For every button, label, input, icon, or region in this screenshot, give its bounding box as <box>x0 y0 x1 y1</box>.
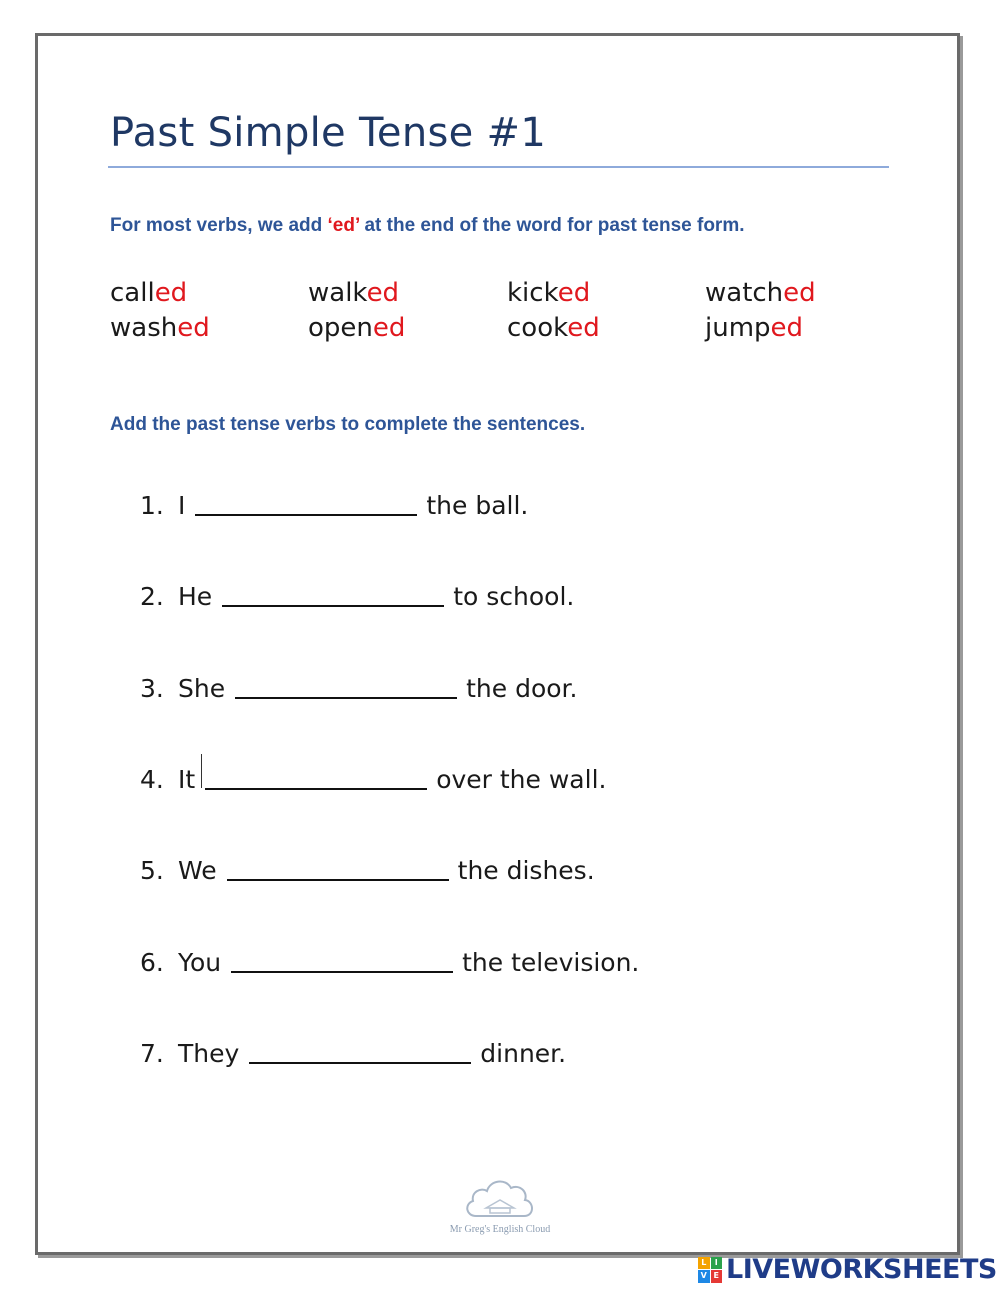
sentence-rest: over the wall. <box>436 765 607 794</box>
sentence-1 <box>140 490 528 520</box>
title-underline <box>108 166 889 168</box>
verb-suffix: ed <box>177 313 210 343</box>
answer-blank-4[interactable] <box>205 766 427 790</box>
badge-letter: V <box>698 1270 710 1283</box>
sentence-number: 3. <box>140 674 164 703</box>
verb-suffix: ed <box>783 278 816 308</box>
badge-letter: L <box>698 1257 710 1270</box>
verb-example <box>507 313 600 343</box>
sentence-subject: She <box>178 674 226 703</box>
verb-suffix: ed <box>372 313 406 343</box>
instruction-text: Add the past tense verbs to complete the sentences. <box>110 414 586 435</box>
verb-stem: walk <box>308 278 367 308</box>
verb-example <box>308 278 399 308</box>
answer-blank-7[interactable] <box>249 1040 471 1064</box>
badge-letter: E <box>711 1270 723 1283</box>
sentence-subject: We <box>178 856 217 885</box>
verb-stem: jump <box>705 313 771 343</box>
verb-stem: wash <box>110 313 178 343</box>
verb-stem: cook <box>507 313 568 343</box>
sentence-5 <box>140 855 595 885</box>
verb-stem: kick <box>507 278 558 308</box>
sentence-subject: They <box>178 1039 240 1068</box>
text-cursor <box>201 754 202 788</box>
verb-suffix: ed <box>770 313 804 343</box>
badge-letter: I <box>711 1257 723 1270</box>
sentence-subject: It <box>178 765 196 794</box>
sentence-rest: the ball. <box>426 491 529 520</box>
verb-example <box>507 278 590 308</box>
sentence-rest: dinner. <box>480 1039 567 1068</box>
sentence-2 <box>140 581 574 611</box>
sentence-number: 5. <box>140 856 164 885</box>
verb-example <box>705 278 816 308</box>
verb-example <box>110 278 187 308</box>
verb-suffix: ed <box>154 278 188 308</box>
verb-stem: watch <box>705 278 784 308</box>
verb-example <box>705 313 803 343</box>
verb-example <box>308 313 405 343</box>
sentence-rest: the television. <box>462 948 640 977</box>
site-name: LIVEWORKSHEETS <box>726 1254 997 1285</box>
sentence-subject: I <box>178 491 186 520</box>
answer-blank-3[interactable] <box>235 675 457 699</box>
sentence-6 <box>140 947 639 977</box>
sentence-rest: to school. <box>453 582 575 611</box>
logo-caption: Mr Greg's English Cloud <box>449 1224 551 1235</box>
answer-blank-5[interactable] <box>227 857 449 881</box>
intro-after: at the end of the word for past tense form. <box>359 215 745 236</box>
answer-blank-2[interactable] <box>222 583 444 607</box>
sentence-number: 1. <box>140 491 164 520</box>
answer-blank-6[interactable] <box>231 949 453 973</box>
verb-stem: open <box>308 313 373 343</box>
verb-suffix: ed <box>567 313 600 343</box>
intro-before: For most verbs, we add <box>110 215 328 236</box>
sentence-number: 7. <box>140 1039 164 1068</box>
sentence-number: 6. <box>140 948 164 977</box>
sentence-subject: You <box>178 948 222 977</box>
sentence-3 <box>140 673 577 703</box>
verb-suffix: ed <box>557 278 591 308</box>
verb-stem: call <box>110 278 155 308</box>
cloud-logo <box>430 1172 570 1235</box>
intro-text <box>110 210 850 242</box>
sentence-number: 4. <box>140 765 164 794</box>
cloud-icon <box>462 1172 538 1222</box>
answer-blank-1[interactable] <box>195 492 417 516</box>
liveworksheets-brand <box>698 1254 997 1285</box>
verb-suffix: ed <box>366 278 400 308</box>
sentence-number: 2. <box>140 582 164 611</box>
live-badge-icon <box>698 1257 722 1283</box>
sentence-rest: the door. <box>466 674 578 703</box>
sentence-4 <box>140 764 606 794</box>
sentence-7 <box>140 1038 566 1068</box>
sentence-subject: He <box>178 582 213 611</box>
worksheet-title: Past Simple Tense #1 <box>110 110 547 156</box>
intro-ed-highlight: ‘ed’ <box>327 215 360 236</box>
verb-example <box>110 313 210 343</box>
sentence-rest: the dishes. <box>457 856 595 885</box>
